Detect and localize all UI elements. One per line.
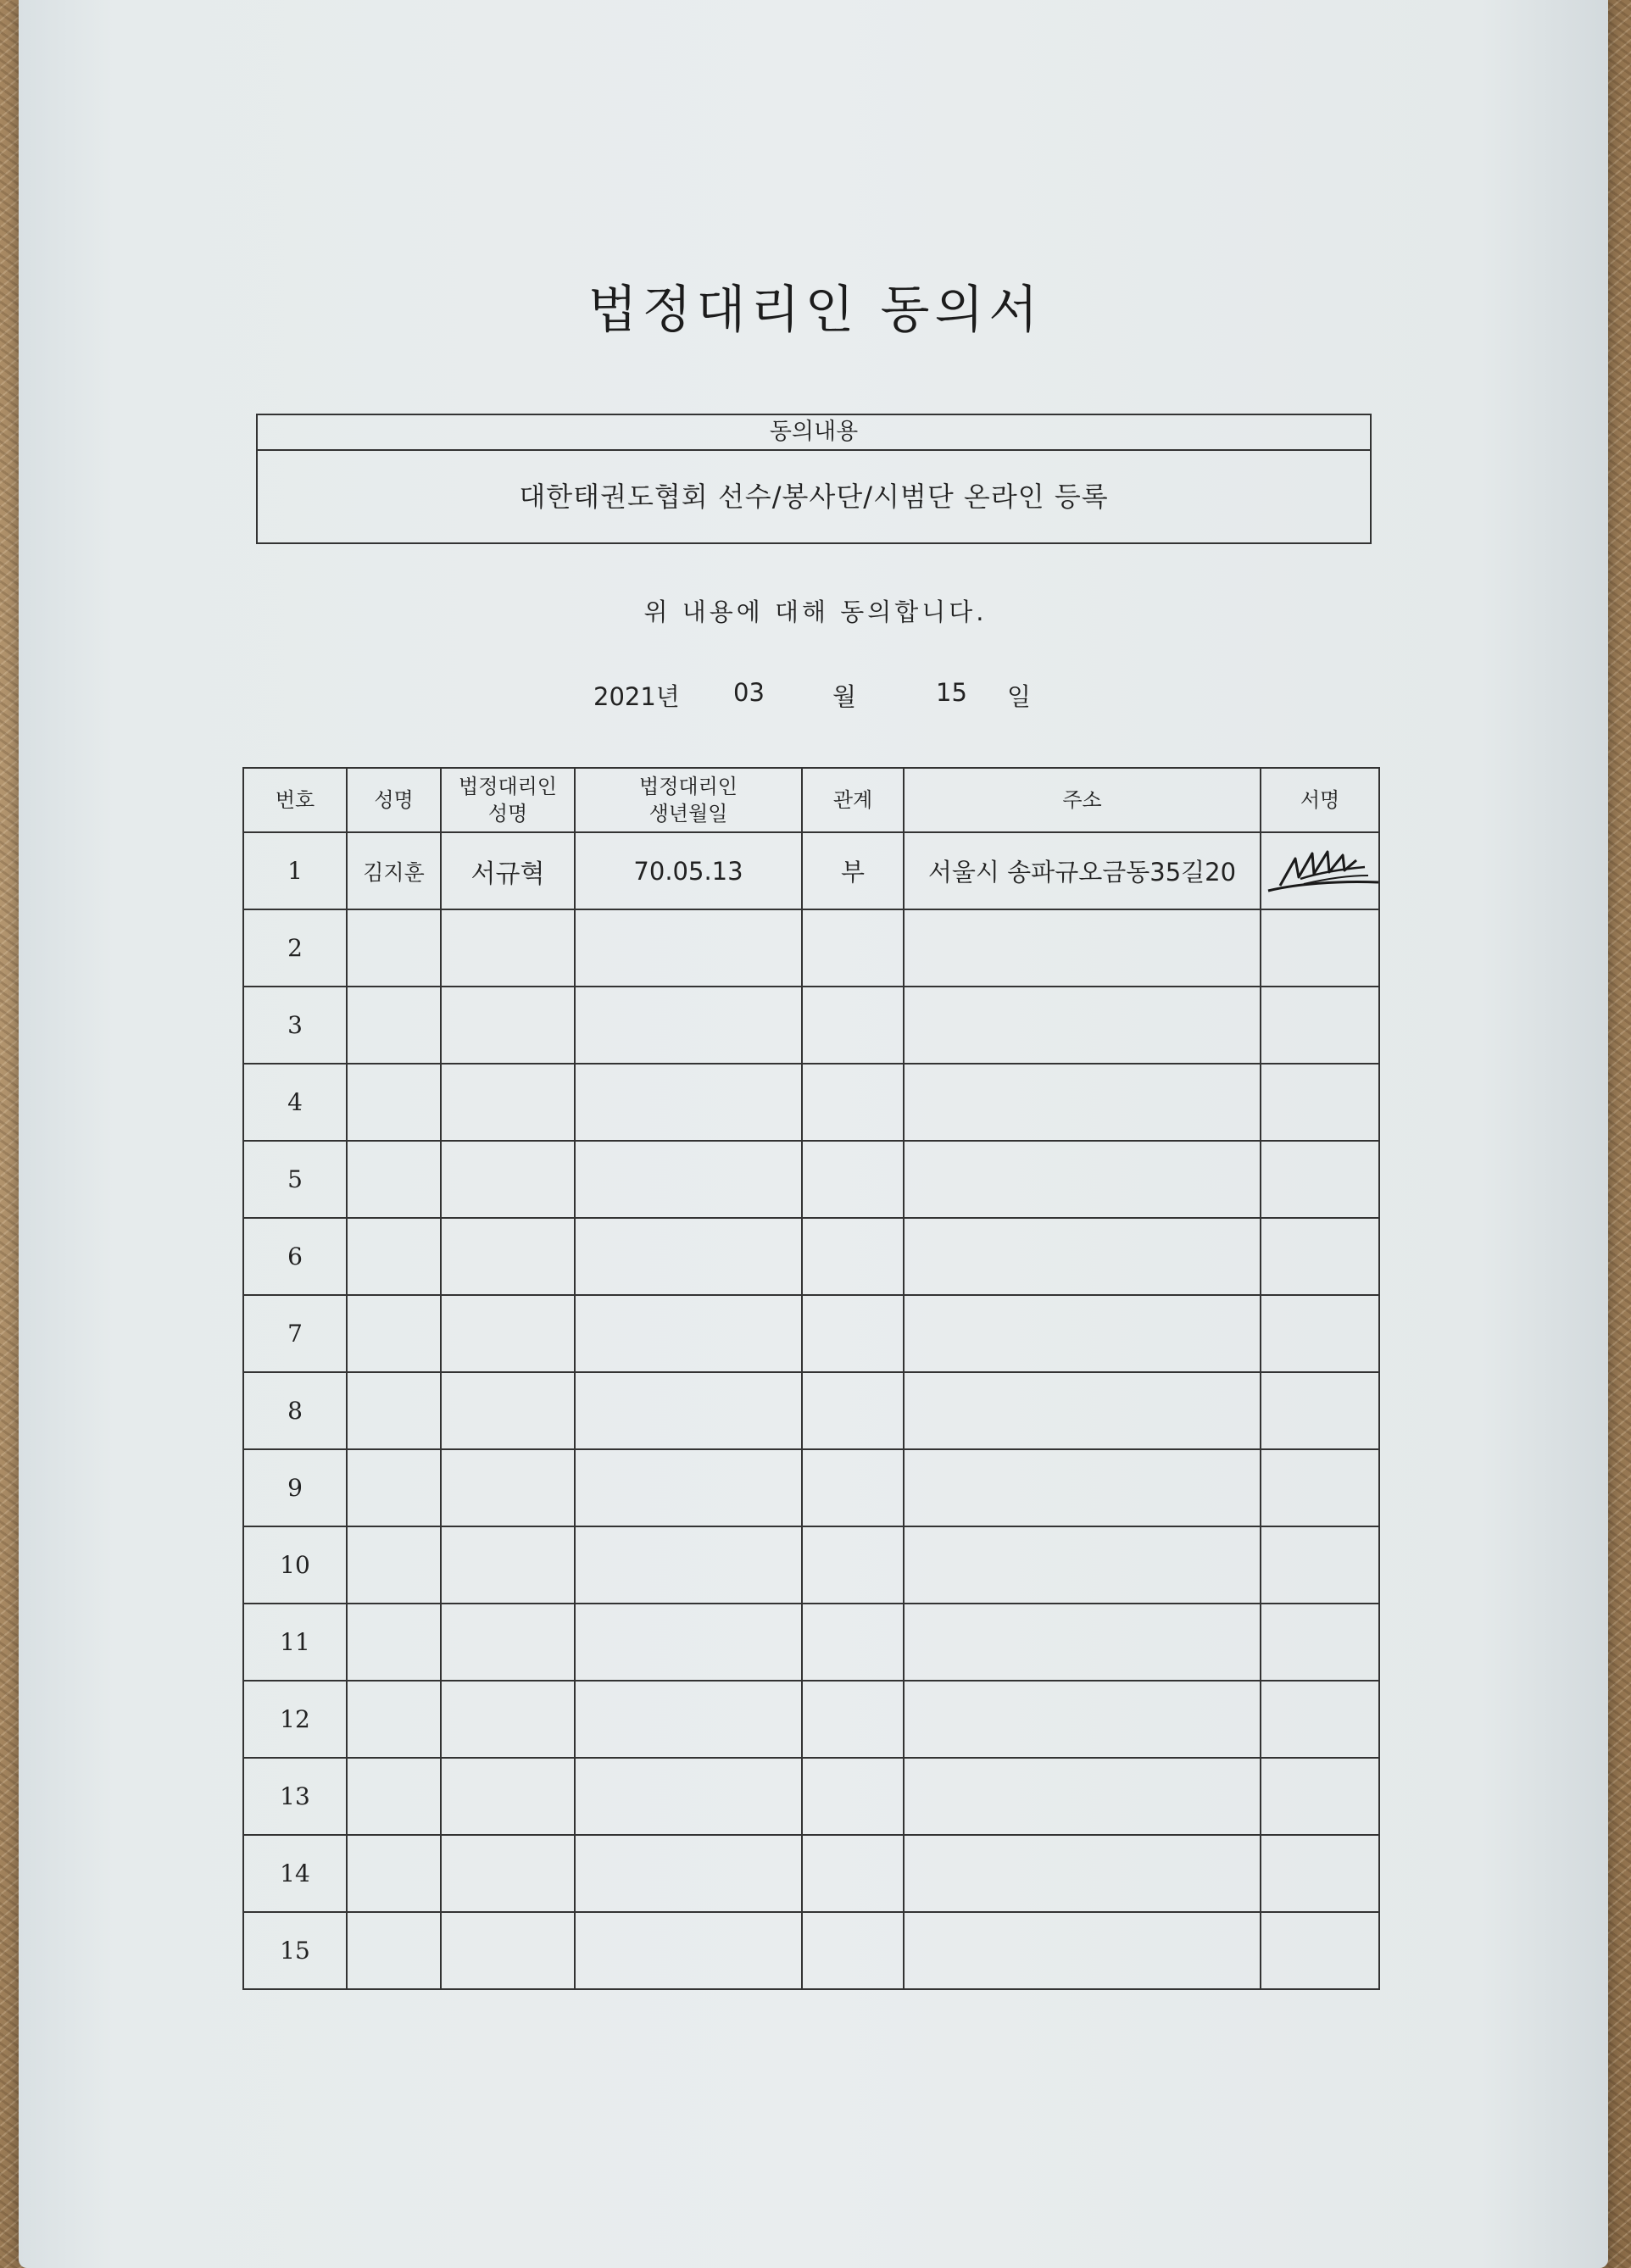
signature-cell [1261, 987, 1379, 1064]
address [904, 1835, 1261, 1912]
relation [802, 1064, 904, 1141]
relation [802, 1295, 904, 1372]
table-row [243, 1064, 1379, 1141]
column-header-name: 성명 [347, 768, 441, 832]
relation [802, 1758, 904, 1835]
guardian-birthdate [575, 1064, 802, 1141]
guardian-name [441, 1372, 575, 1449]
column-header-relation: 관계 [802, 768, 904, 832]
column-header-number: 번호 [243, 768, 347, 832]
guardian-birthdate [575, 1449, 802, 1526]
relation [802, 1526, 904, 1604]
student-name [347, 1835, 441, 1912]
handwritten-signature [1261, 842, 1380, 901]
guardian-birthdate [575, 1141, 802, 1218]
row-number: 1 [243, 832, 347, 909]
table-row [243, 1681, 1379, 1758]
guardian-name [441, 987, 575, 1064]
consent-content-box [256, 414, 1372, 544]
guardian-name [441, 1295, 575, 1372]
table-row [243, 1218, 1379, 1295]
guardian-name [441, 1141, 575, 1218]
row-number: 12 [243, 1681, 347, 1758]
guardian-name [441, 1681, 575, 1758]
guardian-name [441, 1604, 575, 1681]
guardian-birthdate [575, 1912, 802, 1989]
guardian-name: 서규혁 [441, 832, 575, 909]
address [904, 1064, 1261, 1141]
guardian-birthdate: 70.05.13 [575, 832, 802, 909]
table-row [243, 1295, 1379, 1372]
row-number: 5 [243, 1141, 347, 1218]
student-name [347, 909, 441, 987]
guardian-birthdate [575, 1758, 802, 1835]
student-name [347, 1372, 441, 1449]
table-row [243, 1141, 1379, 1218]
guardian-birthdate [575, 1604, 802, 1681]
student-name [347, 1758, 441, 1835]
relation [802, 1604, 904, 1681]
student-name [347, 1064, 441, 1141]
address [904, 1372, 1261, 1449]
address [904, 987, 1261, 1064]
table-row [243, 987, 1379, 1064]
student-name [347, 987, 441, 1064]
table-row [243, 1835, 1379, 1912]
row-number: 6 [243, 1218, 347, 1295]
column-header-guardian-name: 법정대리인 성명 [441, 768, 575, 832]
relation [802, 1449, 904, 1526]
row-number: 2 [243, 909, 347, 987]
signature-cell [1261, 1912, 1379, 1989]
table-row [243, 1449, 1379, 1526]
address [904, 1449, 1261, 1526]
relation [802, 1372, 904, 1449]
column-header-guardian-birthdate: 법정대리인 생년월일 [575, 768, 802, 832]
guardian-name [441, 1449, 575, 1526]
date-day-value: 15 [936, 678, 967, 707]
signature-cell [1261, 1064, 1379, 1141]
row-number: 13 [243, 1758, 347, 1835]
row-number: 11 [243, 1604, 347, 1681]
address [904, 1218, 1261, 1295]
signature-cell [1261, 1835, 1379, 1912]
signature-cell [1261, 1449, 1379, 1526]
signature-cell [1261, 1604, 1379, 1681]
signature-cell [1261, 1372, 1379, 1449]
signature-cell [1261, 1141, 1379, 1218]
address: 서울시 송파규오금동35길20 [904, 832, 1261, 909]
student-name [347, 1218, 441, 1295]
row-number: 3 [243, 987, 347, 1064]
row-number: 8 [243, 1372, 347, 1449]
row-number: 14 [243, 1835, 347, 1912]
guardian-birthdate [575, 1526, 802, 1604]
student-name: 김지훈 [347, 832, 441, 909]
relation: 부 [802, 832, 904, 909]
row-number: 7 [243, 1295, 347, 1372]
consent-content-body: 대한태권도협회 선수/봉사단/시범단 온라인 등록 [519, 481, 1109, 513]
row-number: 9 [243, 1449, 347, 1526]
guardian-birthdate [575, 1218, 802, 1295]
student-name [347, 1141, 441, 1218]
column-header-signature: 서명 [1261, 768, 1379, 832]
table-row [243, 909, 1379, 987]
relation [802, 909, 904, 987]
guardian-name [441, 1218, 575, 1295]
date-year: 2021년 [593, 682, 680, 711]
address [904, 1526, 1261, 1604]
guardian-name [441, 1064, 575, 1141]
guardian-table [242, 767, 1380, 1990]
address [904, 1681, 1261, 1758]
guardian-name [441, 1526, 575, 1604]
relation [802, 987, 904, 1064]
signature-cell [1261, 1526, 1379, 1604]
row-number: 4 [243, 1064, 347, 1141]
guardian-birthdate [575, 1372, 802, 1449]
student-name [347, 1295, 441, 1372]
relation [802, 1835, 904, 1912]
table-row [243, 1604, 1379, 1681]
address [904, 1604, 1261, 1681]
table-row [243, 1912, 1379, 1989]
signature-cell [1261, 1295, 1379, 1372]
address [904, 1295, 1261, 1372]
student-name [347, 1449, 441, 1526]
relation [802, 1218, 904, 1295]
student-name [347, 1604, 441, 1681]
signature-cell [1261, 1758, 1379, 1835]
date-month-label: 월 [832, 682, 857, 711]
guardian-birthdate [575, 1295, 802, 1372]
address [904, 909, 1261, 987]
guardian-name [441, 1912, 575, 1989]
table-row [243, 1372, 1379, 1449]
consent-content-header: 동의내용 [258, 415, 1370, 451]
signature-cell [1261, 909, 1379, 987]
relation [802, 1141, 904, 1218]
date-day-label: 일 [1007, 682, 1032, 711]
agreement-statement: 위 내용에 대해 동의합니다. [643, 598, 988, 626]
table-header-row [243, 768, 1379, 832]
student-name [347, 1912, 441, 1989]
student-name [347, 1526, 441, 1604]
column-header-address: 주소 [904, 768, 1261, 832]
signature-cell [1261, 832, 1379, 909]
guardian-birthdate [575, 987, 802, 1064]
date-month-value: 03 [733, 678, 765, 707]
signature-cell [1261, 1218, 1379, 1295]
guardian-birthdate [575, 909, 802, 987]
guardian-name [441, 1758, 575, 1835]
address [904, 1758, 1261, 1835]
guardian-birthdate [575, 1681, 802, 1758]
row-number: 10 [243, 1526, 347, 1604]
signature-cell [1261, 1681, 1379, 1758]
guardian-name [441, 909, 575, 987]
guardian-name [441, 1835, 575, 1912]
table-row [243, 1526, 1379, 1604]
table-row [243, 1758, 1379, 1835]
relation [802, 1912, 904, 1989]
table-row [243, 832, 1379, 909]
guardian-birthdate [575, 1835, 802, 1912]
relation [802, 1681, 904, 1758]
row-number: 15 [243, 1912, 347, 1989]
address [904, 1141, 1261, 1218]
student-name [347, 1681, 441, 1758]
address [904, 1912, 1261, 1989]
document-title: 법정대리인 동의서 [587, 281, 1044, 340]
